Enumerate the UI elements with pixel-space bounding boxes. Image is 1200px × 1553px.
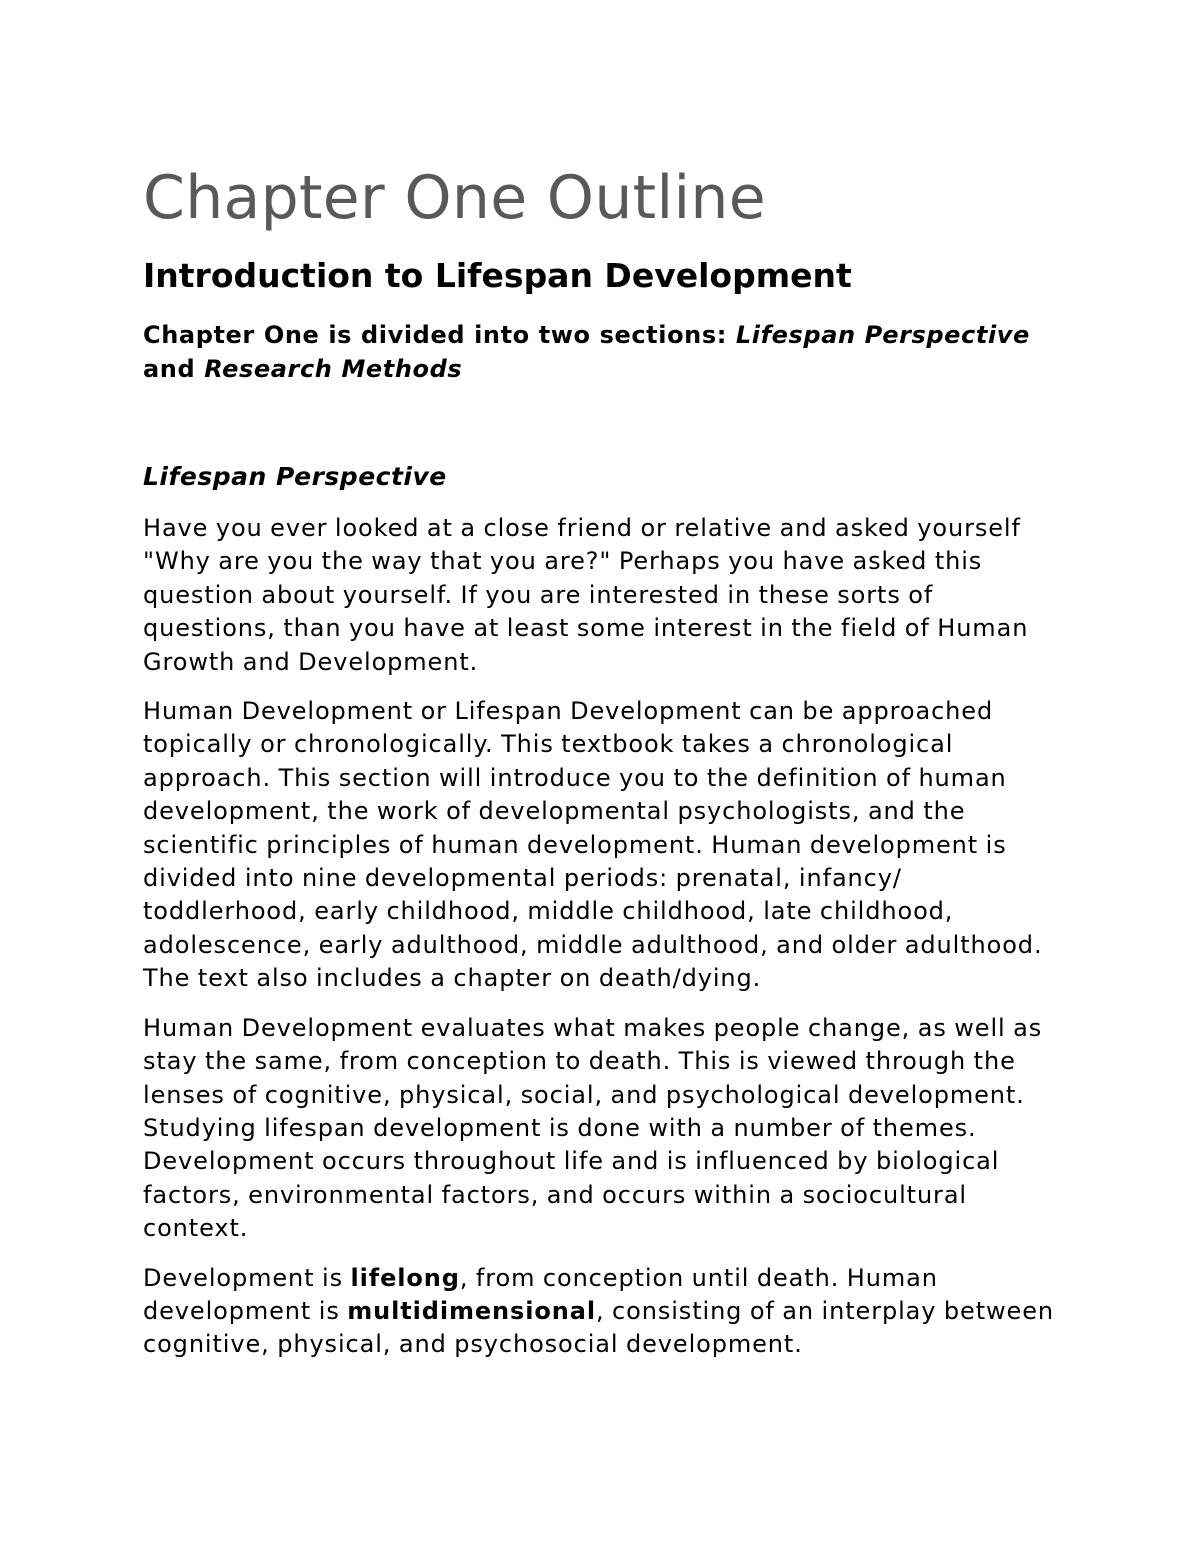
term-multidimensional: multidimensional xyxy=(347,1296,596,1325)
paragraph-4-part-1: Development is xyxy=(143,1263,351,1292)
paragraph-4-part-2: , from conception until death. Human development is xyxy=(143,1263,938,1325)
chapter-intro-connector: and xyxy=(143,355,205,383)
document-content xyxy=(143,160,1073,1362)
paragraph-1: Have you ever looked at a close friend or relative and asked yourself "Why are you the way that you are?" Perhaps you have asked this question about yourself. If you are interested in these sorts of questions, than you have at least some interest in the field of Human Growth and Development. xyxy=(143,514,1029,676)
chapter-intro xyxy=(143,318,1073,386)
paragraph-2: Human Development or Lifespan Development can be approached topically or chronologically. This textbook takes a chronological approach. This section will introduce you to the definition of human development, the work of developmental psychologists, and the scientific principles of human development. Human development is divided into nine developmental periods: prenatal, infancy/ toddlerhood, early childhood, middle childhood, late childhood, adolescence, early adulthood, middle adulthood, and older adulthood. The text also includes a chapter on death/dying. xyxy=(143,697,1043,993)
document-title: Chapter One Outline xyxy=(143,163,766,233)
paragraph-4-part-3: , consisting of an interplay between cognitive, physical, and psychosocial development. xyxy=(143,1296,1054,1359)
document-subtitle: Introduction to Lifespan Development xyxy=(143,256,852,295)
term-lifelong: lifelong xyxy=(350,1263,460,1292)
section-name-research-methods: Research Methods xyxy=(204,355,463,383)
section-name-lifespan-perspective: Lifespan Perspective xyxy=(735,321,1030,349)
paragraph-4 xyxy=(143,1262,1073,1362)
paragraph-3: Human Development evaluates what makes people change, as well as stay the same, from conception to death. This is viewed through the lenses of cognitive, physical, social, and psychological development. Studying lifespan development is done with a number of themes. Development occurs throughout life and is influenced by biological factors, environmental factors, and occurs within a sociocultural context. xyxy=(143,1013,1043,1243)
chapter-intro-prefix: Chapter One is divided into two sections: xyxy=(143,321,736,349)
section-heading: Lifespan Perspective xyxy=(143,462,447,491)
